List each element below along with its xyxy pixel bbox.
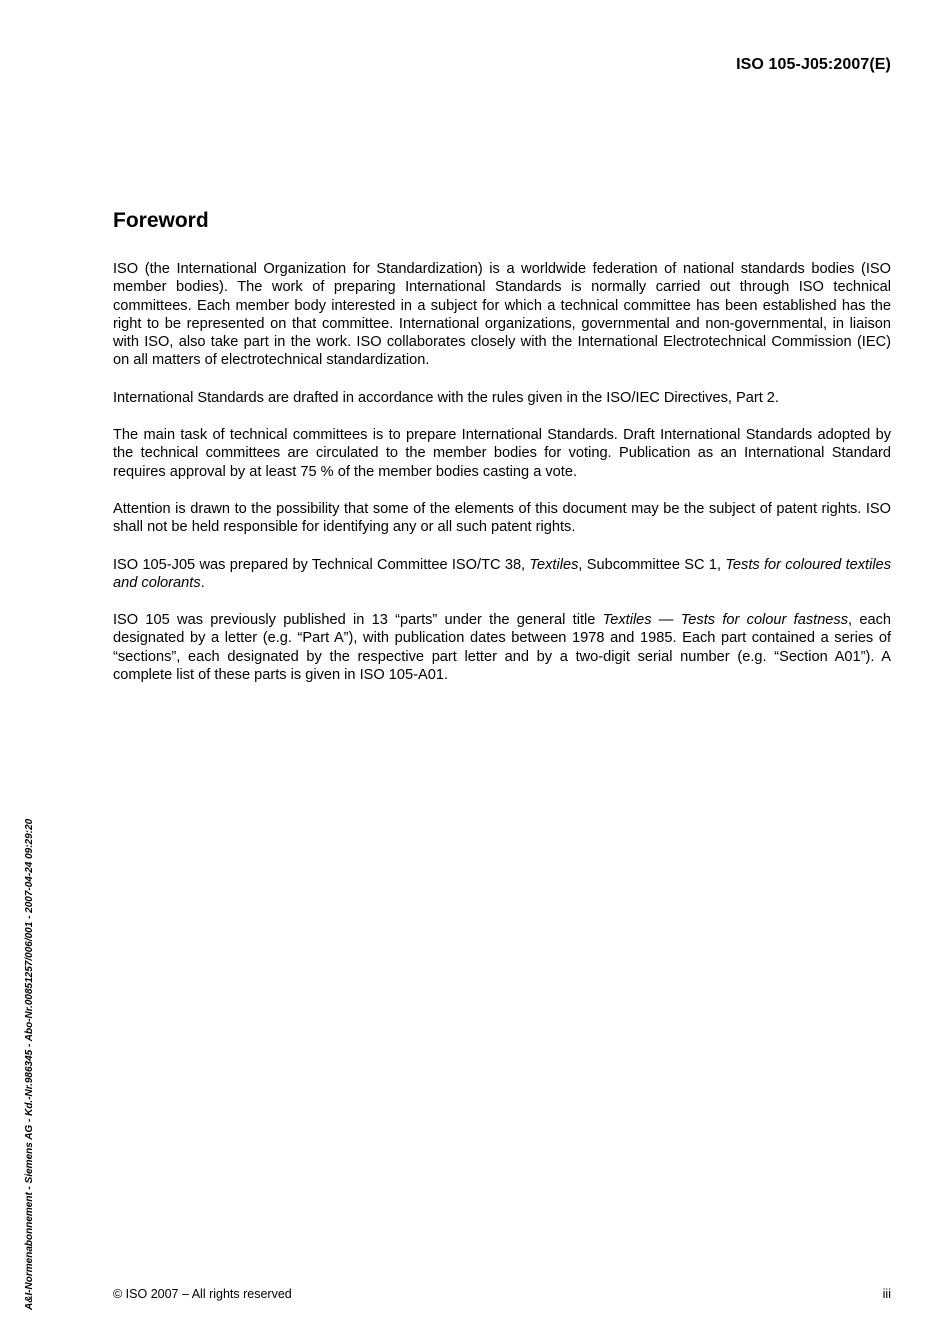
paragraph-history (113, 611, 891, 684)
paragraph-prepared-by (113, 556, 891, 593)
section-title: Foreword (113, 209, 209, 232)
general-title: Textiles — Tests for colour fastness (602, 612, 849, 629)
subcommittee-name: Tests for coloured textiles and colorants (113, 556, 892, 591)
page-number: iii (882, 1287, 891, 1301)
footer-copyright: © ISO 2007 – All rights reserved (113, 1287, 292, 1301)
license-watermark: A&I-Normenabonnement - Siemens AG - Kd.-Nr.986345 - Abo-Nr.00851257/006/001 - 2007-04-24 09:29:20 (24, 818, 35, 1310)
committee-name: Textiles (529, 556, 579, 573)
paragraph-iso-overview: ISO (the International Organization for Standardization) is a worldwide federation of national standards bodies (ISO member bodies). The work of preparing International Standards is normally carried out through ISO technical committees. Each member body interested in a subject for which a technical committee has been established has the right to be represented on that committee. International organizations, governmental and non-governmental, in liaison with ISO, also take part in the work. ISO collaborates closely with the International Electrotechnical Commission (IEC) on all matters of electrotechnical standardization. (113, 261, 891, 369)
history-text-1: ISO 105 was previously published in 13 “parts” under the general title (113, 612, 603, 629)
history-text-2: , each designated by a letter (e.g. “Part A”), with publication dates between 1978 and 1985. Each part contained a series of “sections”, each designated by the respective part letter and by a two-digit serial number (e.g. “Section A01”). A complete list of these parts is given in ISO 105-A01. (113, 612, 891, 684)
prepared-by-text-2: , Subcommittee SC 1, (578, 556, 726, 573)
foreword-body (113, 260, 891, 703)
paragraph-directives: International Standards are drafted in accordance with the rules given in the ISO/IEC Directives, Part 2. (113, 389, 779, 406)
paragraph-patent-rights: Attention is drawn to the possibility that some of the elements of this document may be the subject of patent rights. ISO shall not be held responsible for identifying any or all such patent rights. (113, 500, 891, 536)
document-id: ISO 105-J05:2007(E) (736, 56, 891, 73)
prepared-by-text-3: . (200, 574, 205, 591)
prepared-by-text-1: ISO 105-J05 was prepared by Technical Committee ISO/TC 38, (113, 556, 530, 573)
paragraph-committee-task: The main task of technical committees is to prepare International Standards. Draft International Standards adopted by the technical committees are circulated to the member bodies for voting. Publication as an International Standard requires approval by at least 75 % of the member bodies casting a vote. (113, 427, 891, 480)
